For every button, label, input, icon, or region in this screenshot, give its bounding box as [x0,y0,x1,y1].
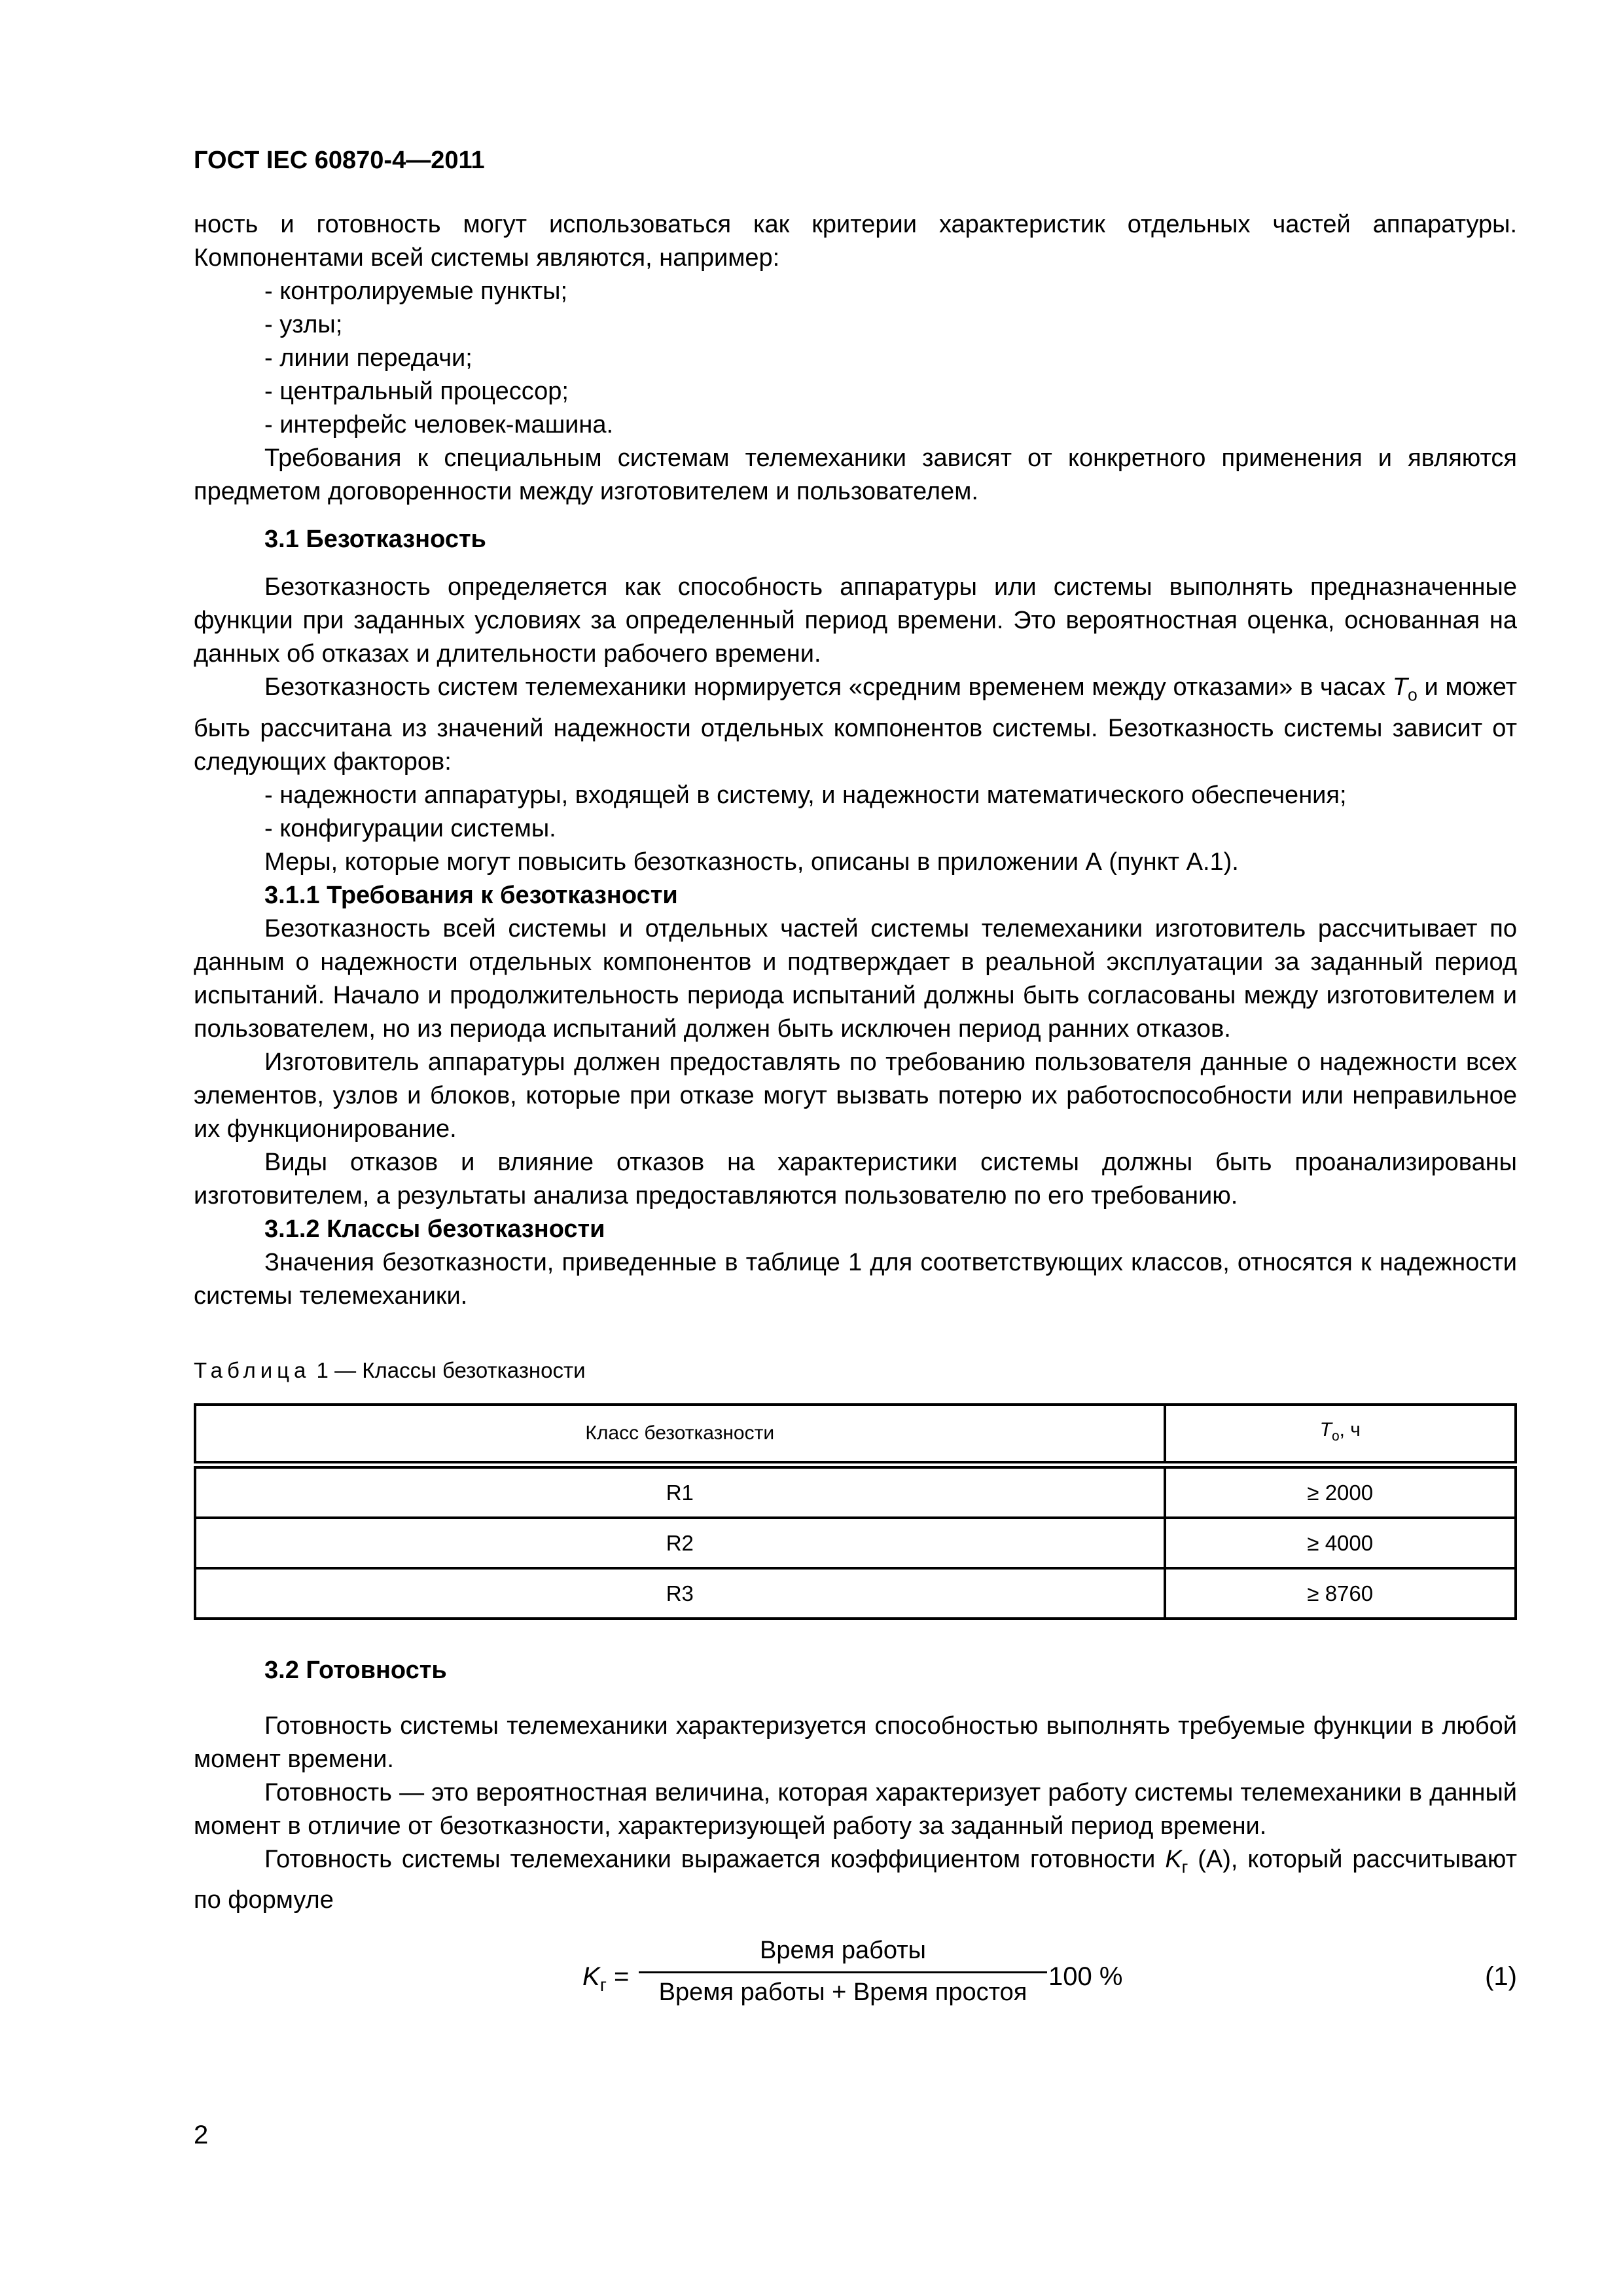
paragraph: Безотказность определяется как способность аппаратуры или системы выполнять предназначенные функции при заданных условиях за определенный период времени. Это вероятностная оценка, основанная на данных об отказах и длительности рабочего времени. [194,573,1517,668]
caption-label: Таблица [194,1357,311,1382]
body-text [194,208,1517,2026]
paragraph [194,1843,1517,1918]
symbol-K: K [582,1962,600,1992]
formula-denominator: Время работы + Время простоя [658,1979,1027,2007]
formula-numerator: Время работы [639,1934,1047,1973]
formula-1 [194,1934,1517,2026]
section-heading-3-2: 3.2 Готовность [264,1656,447,1684]
formula-fraction [639,1934,1047,2009]
paragraph: Виды отказов и влияние отказов на характеристики системы должны быть проанализированы изготовителем, а результаты анализа предоставляются пользователю по его требованию. [194,1148,1517,1210]
section-heading-3-1: 3.1 Безотказность [264,526,486,553]
column-header-class: Класс безотказности [195,1405,1165,1465]
symbol-subscript: о [1331,1429,1340,1444]
cell-class: R3 [195,1568,1165,1619]
equals-sign: = [606,1962,630,1992]
list-item: - надежности аппаратуры, входящей в систему, и надежности математического обеспечения; [264,781,1347,809]
table-row [195,1568,1516,1619]
symbol-T: T [1392,673,1408,701]
text-run: Готовность системы телемеханики выражается коэффициентом готовности [264,1845,1166,1873]
page-number: 2 [194,2121,209,2149]
symbol-T: T [1319,1419,1332,1441]
table-caption [194,1357,1517,1384]
cell-value: ≥ 8760 [1165,1568,1516,1619]
intro-paragraph: ность и готовность могут использоваться как критерии характеристик отдельных частей аппаратуры. Компонентами всей системы являются, например: [194,211,1517,272]
caption-text: 1 — Классы безотказности [310,1357,586,1382]
list-item: - интерфейс человек-машина. [264,411,614,439]
table-header-row [195,1405,1516,1465]
cell-value: ≥ 4000 [1165,1518,1516,1568]
text-run: и может быть рассчитана из значений надежности отдельных компонентов системы. Безотказность системы зависит от следующих факторов: [194,673,1518,776]
symbol-K: K [1165,1845,1182,1873]
cell-class: R1 [195,1465,1165,1518]
paragraph: Изготовитель аппаратуры должен предоставлять по требованию пользователя данные о надежности всех элементов, узлов и блоков, которые при отказе могут вызвать потерю их работоспособности или неправильное их функционирование. [194,1048,1517,1143]
paragraph: Готовность системы телемеханики характеризуется способностью выполнять требуемые функции в любой момент времени. [194,1712,1517,1773]
cell-class: R2 [195,1518,1165,1568]
symbol-subscript: г [1181,1857,1188,1877]
text-run: Безотказность систем телемеханики нормируется «средним временем между отказами» в часах [264,673,1393,701]
paragraph: Меры, которые могут повысить безотказность, описаны в приложении А (пункт А.1). [264,848,1239,876]
document-code-header: ГОСТ IEC 60870-4—2011 [194,147,485,174]
section-heading-3-1-2: 3.1.2 Классы безотказности [264,1215,605,1243]
list-item: - контролируемые пункты; [264,278,568,305]
table-row [195,1518,1516,1568]
cell-value: ≥ 2000 [1165,1465,1516,1518]
formula-multiplier: 100 % [1048,1962,1123,1992]
list-item: - линии передачи; [264,344,473,372]
text-run: (A), который рассчитывают по формуле [194,1845,1517,1914]
symbol-subscript: о [1408,685,1418,705]
paragraph: Безотказность всей системы и отдельных частей системы телемеханики изготовитель рассчитывает по данным о надежности отдельных компонентов и подтверждает в реальной эксплуатации за заданный период испытаний. Начало и продолжительность периода испытаний должны быть согласованы между изготовителем и пользователем, но из периода испытаний должен быть исключен период ранних отказов. [194,914,1517,1043]
table-row [195,1465,1516,1518]
list-item: - узлы; [264,311,343,338]
formula-number: (1) [1485,1962,1517,1992]
formula-lhs [582,1960,629,2001]
list-item: - конфигурации системы. [264,814,556,842]
list-item: - центральный процессор; [264,378,569,405]
paragraph: Значения безотказности, приведенные в таблице 1 для соответствующих классов, относятся к надежности системы телемеханики. [194,1248,1517,1310]
unit: , ч [1339,1419,1361,1441]
section-heading-3-1-1: 3.1.1 Требования к безотказности [264,881,678,909]
intro-paragraph-2: Требования к специальным системам телемеханики зависят от конкретного применения и являются предметом договоренности между изготовителем и пользователем. [194,444,1517,505]
symbol-subscript: г [599,1975,607,1996]
column-header-to [1165,1405,1516,1465]
paragraph: Готовность — это вероятностная величина, которая характеризует работу системы телемеханики в данный момент в отличие от безотказности, характеризующей работу за заданный период времени. [194,1778,1517,1840]
reliability-classes-table [194,1403,1517,1620]
paragraph [194,671,1517,779]
